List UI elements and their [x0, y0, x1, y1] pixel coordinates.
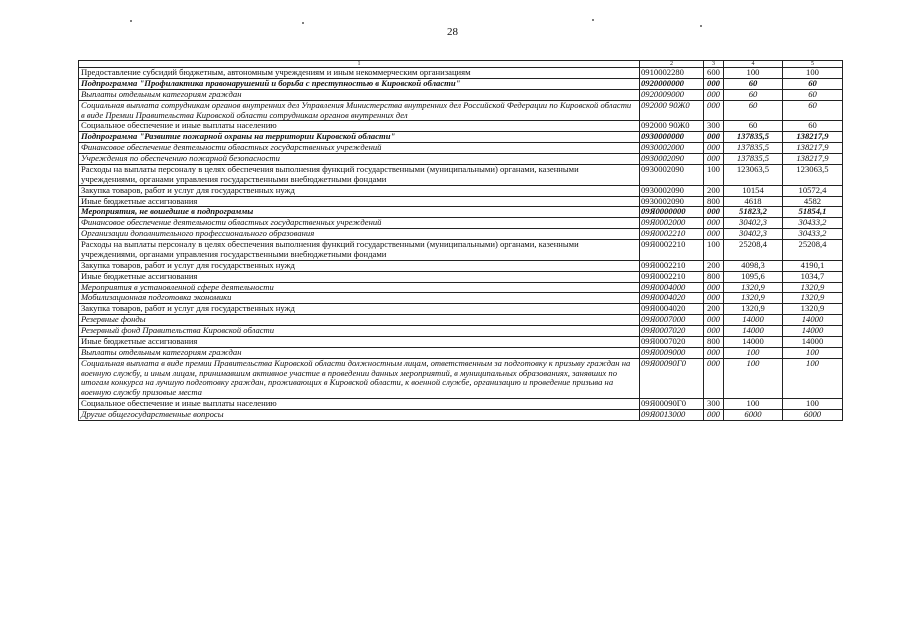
row-code: 09Я0007020 [640, 336, 704, 347]
row-amount-year-1: 60 [724, 121, 783, 132]
page-number: 28 [447, 26, 458, 38]
row-amount-year-1: 14000 [724, 336, 783, 347]
column-header: 1 [79, 61, 640, 68]
row-code: 09Я0007020 [640, 326, 704, 337]
row-amount-year-2: 100 [783, 399, 843, 410]
row-amount-year-2: 60 [783, 89, 843, 100]
scan-speck [700, 25, 702, 27]
table-row [79, 282, 843, 293]
table-row [79, 89, 843, 100]
row-expense-type: 200 [704, 304, 724, 315]
row-expense-type: 000 [704, 78, 724, 89]
row-expense-type: 000 [704, 218, 724, 229]
row-name: Другие общегосударственные вопросы [79, 410, 640, 421]
row-amount-year-2: 14000 [783, 326, 843, 337]
row-code: 09Я0004000 [640, 282, 704, 293]
row-code: 0930002090 [640, 154, 704, 165]
row-name: Иные бюджетные ассигнования [79, 196, 640, 207]
row-expense-type: 100 [704, 164, 724, 185]
row-amount-year-2: 60 [783, 100, 843, 121]
row-amount-year-1: 1320,9 [724, 304, 783, 315]
row-amount-year-1: 100 [724, 358, 783, 399]
row-name: Резервные фонды [79, 315, 640, 326]
row-code: 092000 90Ж0 [640, 100, 704, 121]
row-expense-type: 000 [704, 132, 724, 143]
row-code: 09Я0002210 [640, 240, 704, 261]
row-expense-type: 000 [704, 293, 724, 304]
table-row [79, 399, 843, 410]
row-amount-year-1: 137835,5 [724, 154, 783, 165]
row-expense-type: 600 [704, 68, 724, 79]
row-amount-year-2: 14000 [783, 315, 843, 326]
row-name: Социальная выплата в виде премии Правительства Кировской области должностным лицам, ответственным за подготовку к призыву граждан на военную службу, и иным лицам, принимавшим активное участие в проведении данных мероприятий, в муниципальных образованиях, занявших по итогам конкурса на лучшую подготовку граждан, проживающих в Кировской области, к военной службе, организацию и проведение призыва на военную службу призовые места [79, 358, 640, 399]
row-name: Социальное обеспечение и иные выплаты населению [79, 399, 640, 410]
row-amount-year-1: 1320,9 [724, 293, 783, 304]
row-name: Предоставление субсидий бюджетным, автономным учреждениям и иным некоммерческим организациям [79, 68, 640, 79]
row-code: 0930002000 [640, 143, 704, 154]
row-expense-type: 000 [704, 207, 724, 218]
row-code: 0930002090 [640, 196, 704, 207]
row-amount-year-2: 51854,1 [783, 207, 843, 218]
row-expense-type: 200 [704, 185, 724, 196]
row-code: 09Я0004020 [640, 293, 704, 304]
column-header: 4 [724, 61, 783, 68]
row-amount-year-1: 4618 [724, 196, 783, 207]
table-row [79, 132, 843, 143]
row-name: Социальная выплата сотрудникам органов внутренних дел Управления Министерства внутренних дел Российской Федерации по Кировской области в виде Премии Правительства Кировской области сотрудникам органов внутренних дел [79, 100, 640, 121]
row-name: Закупка товаров, работ и услуг для государственных нужд [79, 185, 640, 196]
row-name: Подпрограмма "Развитие пожарной охраны на территории Кировской области" [79, 132, 640, 143]
row-expense-type: 000 [704, 315, 724, 326]
row-code: 09Я0009000 [640, 347, 704, 358]
row-name: Иные бюджетные ассигнования [79, 271, 640, 282]
row-name: Социальное обеспечение и иные выплаты населению [79, 121, 640, 132]
row-amount-year-1: 1320,9 [724, 282, 783, 293]
column-header: 3 [704, 61, 724, 68]
table-row [79, 336, 843, 347]
row-amount-year-1: 14000 [724, 315, 783, 326]
row-code: 0930002090 [640, 164, 704, 185]
row-amount-year-2: 30433,2 [783, 229, 843, 240]
row-code: 09Я00090Г0 [640, 358, 704, 399]
row-name: Иные бюджетные ассигнования [79, 336, 640, 347]
row-code: 09Я0000000 [640, 207, 704, 218]
row-name: Закупка товаров, работ и услуг для государственных нужд [79, 260, 640, 271]
table-row [79, 78, 843, 89]
row-amount-year-2: 100 [783, 68, 843, 79]
row-code: 092000 90Ж0 [640, 121, 704, 132]
row-amount-year-2: 60 [783, 121, 843, 132]
row-expense-type: 200 [704, 260, 724, 271]
row-name: Мобилизационная подготовка экономики [79, 293, 640, 304]
row-amount-year-2: 1320,9 [783, 282, 843, 293]
row-name: Мероприятия, не вошедшие в подпрограммы [79, 207, 640, 218]
row-amount-year-1: 60 [724, 100, 783, 121]
row-amount-year-1: 30402,3 [724, 229, 783, 240]
row-name: Финансовое обеспечение деятельности областных государственных учреждений [79, 218, 640, 229]
budget-table [78, 60, 843, 421]
row-amount-year-1: 10154 [724, 185, 783, 196]
row-amount-year-2: 6000 [783, 410, 843, 421]
row-expense-type: 000 [704, 410, 724, 421]
row-expense-type: 000 [704, 326, 724, 337]
row-code: 0920009000 [640, 89, 704, 100]
table-row [79, 260, 843, 271]
row-amount-year-2: 138217,9 [783, 132, 843, 143]
row-amount-year-2: 4190,1 [783, 260, 843, 271]
table-row [79, 143, 843, 154]
row-expense-type: 000 [704, 100, 724, 121]
row-expense-type: 300 [704, 121, 724, 132]
row-expense-type: 300 [704, 399, 724, 410]
row-name: Финансовое обеспечение деятельности областных государственных учреждений [79, 143, 640, 154]
row-name: Расходы на выплаты персоналу в целях обеспечения выполнения функций государственными (муниципальными) органами, казенными учреждениями, органами управления государственными внебюджетными фондами [79, 164, 640, 185]
row-amount-year-2: 60 [783, 78, 843, 89]
row-code: 09Я0002210 [640, 260, 704, 271]
row-amount-year-1: 137835,5 [724, 132, 783, 143]
row-name: Резервный фонд Правительства Кировской области [79, 326, 640, 337]
row-amount-year-1: 30402,3 [724, 218, 783, 229]
row-amount-year-2: 1034,7 [783, 271, 843, 282]
row-amount-year-2: 100 [783, 358, 843, 399]
row-amount-year-1: 60 [724, 89, 783, 100]
row-amount-year-1: 60 [724, 78, 783, 89]
row-code: 09Я0007000 [640, 315, 704, 326]
row-amount-year-2: 30433,2 [783, 218, 843, 229]
table-row [79, 185, 843, 196]
row-amount-year-1: 6000 [724, 410, 783, 421]
row-expense-type: 000 [704, 143, 724, 154]
row-amount-year-1: 4098,3 [724, 260, 783, 271]
row-code: 0920000000 [640, 78, 704, 89]
table-row [79, 164, 843, 185]
table-row [79, 315, 843, 326]
row-expense-type: 800 [704, 196, 724, 207]
row-code: 0930002090 [640, 185, 704, 196]
table-row [79, 100, 843, 121]
row-amount-year-2: 100 [783, 347, 843, 358]
row-amount-year-1: 100 [724, 399, 783, 410]
row-amount-year-1: 137835,5 [724, 143, 783, 154]
row-amount-year-2: 138217,9 [783, 143, 843, 154]
table-row [79, 121, 843, 132]
row-expense-type: 100 [704, 240, 724, 261]
table-row [79, 304, 843, 315]
row-name: Закупка товаров, работ и услуг для государственных нужд [79, 304, 640, 315]
row-name: Подпрограмма "Профилактика правонарушений и борьба с преступностью в Кировской области" [79, 78, 640, 89]
table-row [79, 358, 843, 399]
row-expense-type: 000 [704, 89, 724, 100]
row-expense-type: 000 [704, 154, 724, 165]
row-amount-year-2: 123063,5 [783, 164, 843, 185]
row-amount-year-1: 100 [724, 347, 783, 358]
table-row [79, 154, 843, 165]
row-amount-year-2: 25208,4 [783, 240, 843, 261]
row-code: 0930000000 [640, 132, 704, 143]
row-amount-year-2: 4582 [783, 196, 843, 207]
table-row [79, 271, 843, 282]
scan-speck [130, 20, 132, 22]
row-amount-year-1: 14000 [724, 326, 783, 337]
table-row [79, 218, 843, 229]
row-amount-year-1: 25208,4 [724, 240, 783, 261]
table-row [79, 196, 843, 207]
row-expense-type: 800 [704, 271, 724, 282]
row-code: 09Я0002000 [640, 218, 704, 229]
table-row [79, 326, 843, 337]
row-expense-type: 000 [704, 282, 724, 293]
table-row [79, 229, 843, 240]
row-amount-year-1: 100 [724, 68, 783, 79]
row-code: 09Я00090Г0 [640, 399, 704, 410]
table-row [79, 240, 843, 261]
row-expense-type: 800 [704, 336, 724, 347]
row-code: 09Я0013000 [640, 410, 704, 421]
row-amount-year-1: 51823,2 [724, 207, 783, 218]
row-amount-year-1: 123063,5 [724, 164, 783, 185]
row-name: Учреждения по обеспечению пожарной безопасности [79, 154, 640, 165]
table-header-row [79, 61, 843, 68]
scan-speck [592, 19, 594, 21]
row-name: Мероприятия в установленной сфере деятельности [79, 282, 640, 293]
row-expense-type: 000 [704, 358, 724, 399]
row-name: Выплаты отдельным категориям граждан [79, 347, 640, 358]
row-amount-year-2: 138217,9 [783, 154, 843, 165]
row-amount-year-2: 14000 [783, 336, 843, 347]
row-expense-type: 000 [704, 229, 724, 240]
column-header: 2 [640, 61, 704, 68]
table-row [79, 293, 843, 304]
row-amount-year-2: 10572,4 [783, 185, 843, 196]
scan-speck [302, 22, 304, 24]
column-header: 5 [783, 61, 843, 68]
row-code: 09Я0002210 [640, 229, 704, 240]
row-amount-year-2: 1320,9 [783, 304, 843, 315]
row-code: 09Я0002210 [640, 271, 704, 282]
row-name: Организации дополнительного профессионального образования [79, 229, 640, 240]
row-name: Выплаты отдельным категориям граждан [79, 89, 640, 100]
row-amount-year-2: 1320,9 [783, 293, 843, 304]
row-code: 09Я0004020 [640, 304, 704, 315]
row-amount-year-1: 1095,6 [724, 271, 783, 282]
table-row [79, 207, 843, 218]
table-row [79, 347, 843, 358]
table-row [79, 410, 843, 421]
table-row [79, 68, 843, 79]
row-expense-type: 000 [704, 347, 724, 358]
row-code: 0910002280 [640, 68, 704, 79]
row-name: Расходы на выплаты персоналу в целях обеспечения выполнения функций государственными (муниципальными) органами, казенными учреждениями, органами управления государственными внебюджетными фондами [79, 240, 640, 261]
